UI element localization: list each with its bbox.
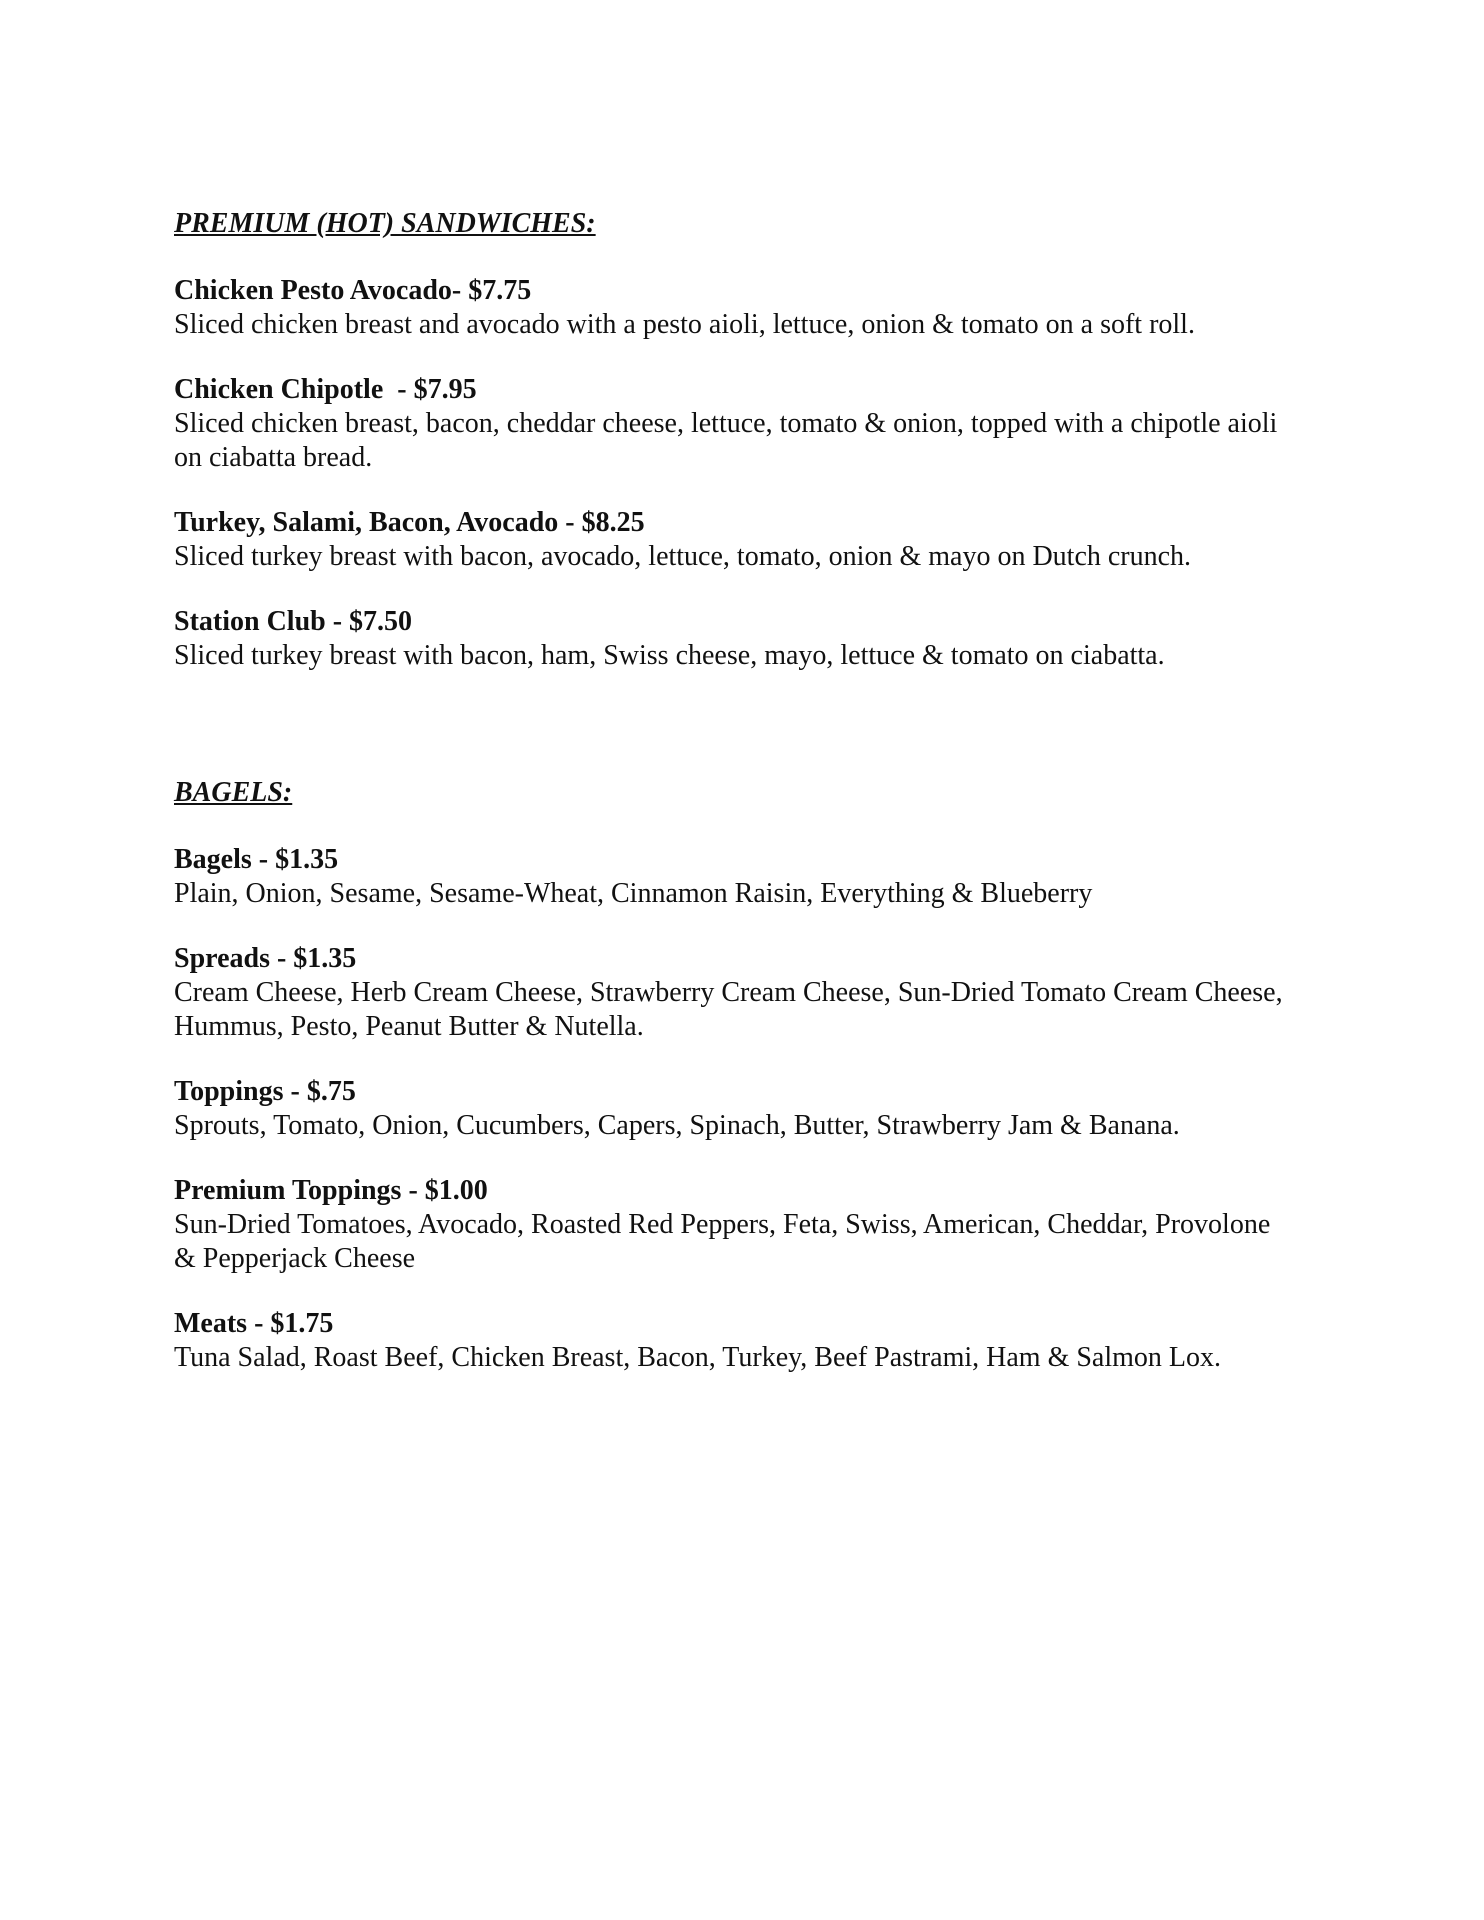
menu-page — [174, 204, 1354, 1375]
item-description: Tuna Salad, Roast Beef, Chicken Breast, Bacon, Turkey, Beef Pastrami, Ham & Salmon Lox. — [174, 1342, 1222, 1373]
item-name: Station Club - $7.50 — [174, 606, 413, 637]
item-description: Sprouts, Tomato, Onion, Cucumbers, Capers, Spinach, Butter, Strawberry Jam & Banana. — [174, 1110, 1180, 1141]
menu-item — [174, 506, 1354, 574]
item-description: Cream Cheese, Herb Cream Cheese, Strawberry Cream Cheese, Sun-Dried Tomato Cream Cheese, Hummus, Pesto, Peanut Butter & Nutella. — [174, 977, 1283, 1042]
menu-item — [174, 1307, 1354, 1375]
item-description: Sliced turkey breast with bacon, avocado, lettuce, tomato, onion & mayo on Dutch crunch. — [174, 541, 1192, 572]
item-description: Sliced chicken breast and avocado with a pesto aioli, lettuce, onion & tomato on a soft roll. — [174, 309, 1195, 340]
menu-item — [174, 1075, 1354, 1143]
menu-item — [174, 843, 1354, 911]
menu-item — [174, 373, 1354, 475]
item-description: Sliced chicken breast, bacon, cheddar cheese, lettuce, tomato & onion, topped with a chipotle aioli on ciabatta bread. — [174, 408, 1278, 473]
item-name: Chicken Pesto Avocado- $7.75 — [174, 275, 532, 306]
item-name: Meats - $1.75 — [174, 1308, 334, 1339]
menu-item — [174, 1174, 1354, 1276]
item-name: Chicken Chipotle - $7.95 — [174, 374, 477, 405]
menu-item — [174, 605, 1354, 673]
item-name: Bagels - $1.35 — [174, 844, 339, 875]
section-bagels — [174, 773, 1354, 1375]
item-description: Sliced turkey breast with bacon, ham, Swiss cheese, mayo, lettuce & tomato on ciabatta. — [174, 640, 1165, 671]
section-title: BAGELS: — [174, 777, 293, 808]
item-name: Toppings - $.75 — [174, 1076, 356, 1107]
item-description: Plain, Onion, Sesame, Sesame-Wheat, Cinnamon Raisin, Everything & Blueberry — [174, 878, 1093, 909]
section-premium-sandwiches — [174, 204, 1354, 673]
item-name: Turkey, Salami, Bacon, Avocado - $8.25 — [174, 507, 645, 538]
section-title: PREMIUM (HOT) SANDWICHES: — [174, 208, 596, 239]
menu-item — [174, 942, 1354, 1044]
menu-item — [174, 274, 1354, 342]
item-name: Spreads - $1.35 — [174, 943, 357, 974]
item-description: Sun-Dried Tomatoes, Avocado, Roasted Red Peppers, Feta, Swiss, American, Cheddar, Provolone & Pepperjack Cheese — [174, 1209, 1271, 1274]
item-name: Premium Toppings - $1.00 — [174, 1175, 488, 1206]
